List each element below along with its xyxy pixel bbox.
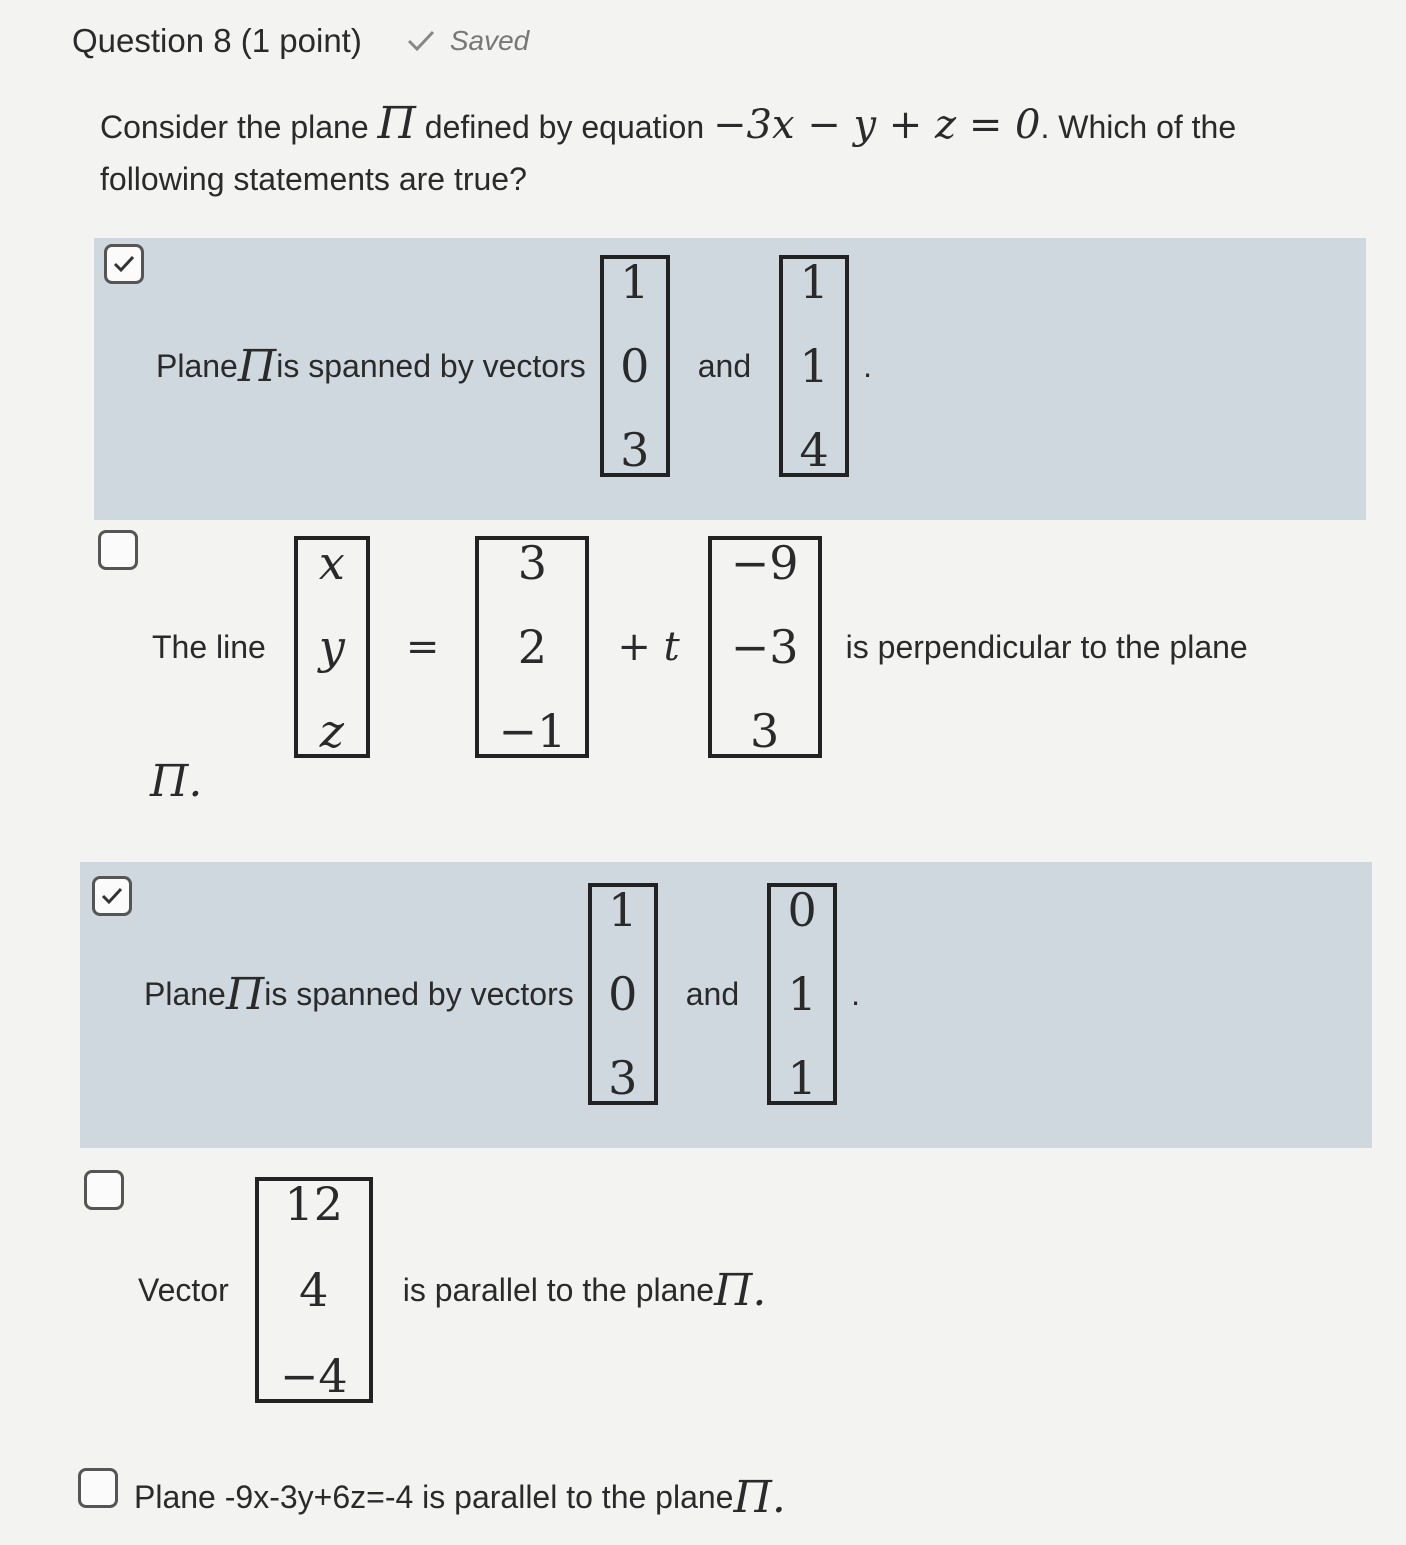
vector-2	[767, 883, 837, 1105]
option-2[interactable]	[0, 528, 1406, 828]
period: .	[863, 347, 872, 384]
vector-entry: 0	[787, 883, 817, 937]
option-2-tail-text: is perpendicular to the plane	[845, 628, 1248, 665]
saved-label: Saved	[449, 25, 530, 56]
vector-1	[588, 883, 658, 1105]
and-text: and	[685, 975, 740, 1012]
vector-entry: −1	[498, 704, 567, 758]
vector-entry: 3	[608, 1051, 638, 1105]
option-3[interactable]	[80, 862, 1372, 1148]
vector-entry: 4	[799, 423, 829, 477]
prompt-text-2: defined by equation	[415, 109, 714, 145]
saved-status	[406, 25, 529, 57]
vector-entry: −9	[730, 536, 799, 590]
option-5-checkbox[interactable]	[78, 1468, 118, 1508]
option-2-lead-text: The line	[152, 628, 266, 665]
option-1-text-b: is spanned by vectors	[276, 347, 586, 384]
option-2-checkbox[interactable]	[98, 530, 138, 570]
vector-entry: 3	[750, 704, 780, 758]
vector-entry: 4	[299, 1263, 329, 1317]
prompt-text-3: . Which of the following statements are true?	[100, 109, 1237, 197]
vector-entry: −3	[730, 620, 799, 674]
option-1[interactable]	[94, 238, 1366, 520]
option-1-checkbox[interactable]	[104, 244, 144, 284]
vector-entry: z	[319, 704, 344, 758]
option-4-lead-text: Vector	[138, 1271, 229, 1308]
vector-entry: 0	[608, 967, 638, 1021]
check-icon	[406, 29, 436, 53]
option-3-checkbox[interactable]	[92, 876, 132, 916]
option-4-checkbox[interactable]	[84, 1170, 124, 1210]
pi-symbol: Π.	[733, 1471, 786, 1523]
period: .	[851, 975, 860, 1012]
pi-symbol: Π	[237, 340, 277, 392]
vector-entry: 12	[284, 1177, 343, 1231]
and-text: and	[697, 347, 752, 384]
question-title: Question 8 (1 point)	[72, 22, 362, 59]
direction-vector	[708, 536, 822, 758]
vector-entry: 1	[787, 967, 817, 1021]
vector-1	[600, 255, 670, 477]
vector-entry: 1	[608, 883, 638, 937]
question-header	[72, 22, 529, 60]
equals-sign: =	[405, 624, 440, 670]
vector-entry: 3	[517, 536, 547, 590]
pi-symbol: Π.	[150, 756, 203, 807]
vector-entry: 1	[799, 339, 829, 393]
vector-entry: y	[318, 620, 345, 674]
prompt-text-1: Consider the plane	[100, 109, 378, 145]
vector-entry: −4	[279, 1349, 348, 1403]
option-5[interactable]	[0, 1462, 1406, 1532]
vector-entry: 1	[620, 255, 650, 309]
plane-equation: −3x − y + z = 0	[713, 102, 1041, 148]
option-1-text-a: Plane	[156, 347, 238, 384]
checkmark-icon	[100, 886, 124, 906]
vector-2	[779, 255, 849, 477]
option-3-text-b: is spanned by vectors	[264, 975, 574, 1012]
checkmark-icon	[112, 254, 136, 274]
pi-symbol: Π.	[714, 1264, 767, 1316]
option-4[interactable]	[0, 1166, 1406, 1416]
vector-entry: 0	[620, 339, 650, 393]
question-prompt	[100, 98, 1340, 205]
pi-symbol: Π	[225, 968, 265, 1020]
point-vector	[475, 536, 589, 758]
option-5-text: Plane -9x-3y+6z=-4 is parallel to the plane	[134, 1478, 734, 1515]
vector-12-4-neg4	[255, 1177, 373, 1403]
vector-entry: 1	[787, 1051, 817, 1105]
variable-vector	[294, 536, 370, 758]
vector-entry: 3	[620, 423, 650, 477]
vector-entry: 1	[799, 255, 829, 309]
option-4-tail-text: is parallel to the plane	[402, 1271, 715, 1308]
plus-t: + t	[617, 624, 680, 670]
pi-symbol: Π	[377, 98, 416, 149]
option-3-text-a: Plane	[144, 975, 226, 1012]
vector-entry: x	[318, 536, 345, 590]
vector-entry: 2	[517, 620, 547, 674]
